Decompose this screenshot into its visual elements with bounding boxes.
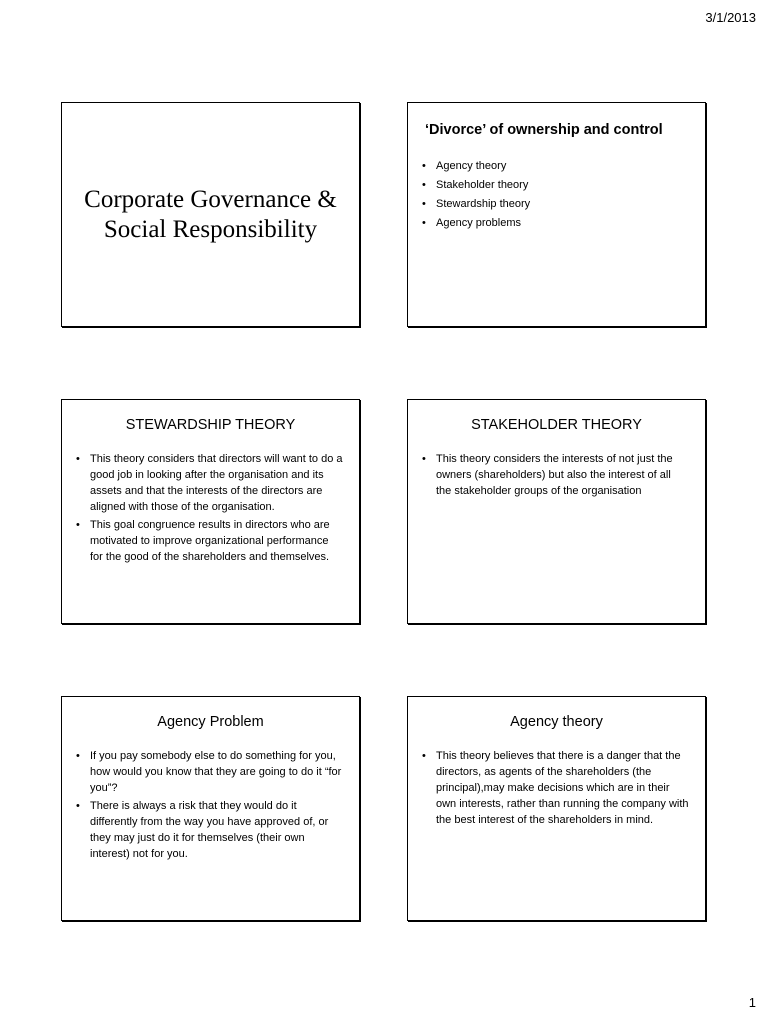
- slide-heading: STEWARDSHIP THEORY: [125, 417, 296, 433]
- bullet-text: Agency theory: [436, 160, 507, 172]
- slide-stakeholder-theory: [407, 399, 706, 624]
- bullet-icon: •: [76, 453, 80, 465]
- list-item: [76, 748, 343, 796]
- bullet-list: [408, 748, 705, 828]
- list-item: [422, 158, 689, 174]
- bullet-text: There is always a risk that they would do it differently from the way you have approved of, or they may just do it for themselves (their own interest) not for you.: [90, 800, 329, 860]
- bullet-icon: •: [422, 198, 426, 210]
- slide-heading: ‘Divorce’ of ownership and control: [425, 122, 663, 138]
- bullet-text: If you pay somebody else to do something for you, how would you know that they are going to do it “for you”?: [90, 750, 342, 794]
- slide-agency-problem: [61, 696, 360, 921]
- bullet-text: Stewardship theory: [436, 198, 531, 210]
- title-line-1: Corporate Governance &: [84, 185, 337, 213]
- bullet-icon: •: [422, 217, 426, 229]
- bullet-list: [62, 451, 359, 565]
- slide-divorce-ownership-control: [407, 102, 706, 327]
- bullet-text: This theory considers the interests of not just the owners (shareholders) but also the interest of all the stakeholder groups of the organisation: [436, 453, 673, 497]
- slide-agency-theory: [407, 696, 706, 921]
- bullet-icon: •: [422, 453, 426, 465]
- bullet-icon: •: [76, 519, 80, 531]
- slide-heading: Agency theory: [510, 714, 603, 730]
- bullet-icon: •: [422, 179, 426, 191]
- slide-title: [61, 102, 360, 327]
- slide-heading: Agency Problem: [157, 714, 264, 730]
- bullet-list: [62, 748, 359, 862]
- slide-stewardship-theory: [61, 399, 360, 624]
- bullet-icon: •: [422, 750, 426, 762]
- bullet-icon: •: [76, 800, 80, 812]
- list-item: [422, 177, 689, 193]
- list-item: [422, 748, 689, 828]
- bullet-icon: •: [422, 160, 426, 172]
- page-number: 1: [748, 995, 756, 1010]
- bullet-list: [408, 451, 705, 499]
- bullet-text: Agency problems: [436, 217, 521, 229]
- slide-heading: STAKEHOLDER THEORY: [471, 417, 642, 433]
- bullet-text: This theory considers that directors will want to do a good job in looking after the organisation and its assets and that the interests of the directors are aligned with those of the organisation.: [90, 453, 343, 513]
- list-item: [422, 451, 689, 499]
- print-date: 3/1/2013: [705, 10, 756, 25]
- list-item: [422, 215, 689, 231]
- title-line-2: Social Responsibility: [103, 215, 318, 243]
- bullet-text: Stakeholder theory: [436, 179, 529, 191]
- presentation-title: [74, 185, 347, 245]
- list-item: [76, 798, 343, 862]
- bullet-icon: •: [76, 750, 80, 762]
- list-item: [76, 517, 343, 565]
- bullet-list: [408, 158, 705, 231]
- bullet-text: This goal congruence results in directors who are motivated to improve organizational performance for the good of the shareholders and themselves.: [90, 519, 330, 563]
- list-item: [76, 451, 343, 515]
- list-item: [422, 196, 689, 212]
- bullet-text: This theory believes that there is a danger that the directors, as agents of the shareholders (the principal),may make decisions which are in their own interests, rather than running the company with the best interest of the shareholders in mind.: [436, 750, 689, 826]
